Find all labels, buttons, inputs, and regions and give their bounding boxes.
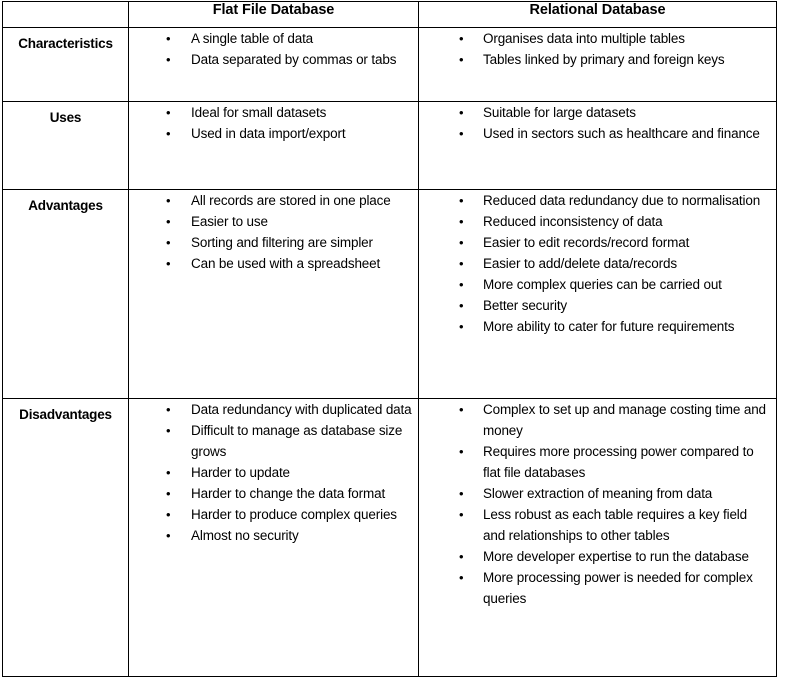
- list-item: • Easier to use: [129, 211, 418, 232]
- list-item: • Difficult to manage as database size grows: [129, 420, 418, 462]
- header-label-flat-file: Flat File Database: [212, 2, 335, 18]
- list-item: • More processing power is needed for complex queries: [419, 567, 776, 609]
- list-item: • Easier to edit records/record format: [419, 232, 776, 253]
- list-item: • Complex to set up and manage costing time and money: [419, 399, 776, 441]
- list-item: • Reduced data redundancy due to normalisation: [419, 190, 776, 211]
- bullet-list-uses-flat-file: [129, 102, 418, 144]
- list-item: • Ideal for small datasets: [129, 102, 418, 123]
- list-item: • Used in sectors such as healthcare and finance: [419, 123, 776, 144]
- cell-advantages-relational: [419, 190, 777, 399]
- row-label-cell-uses: [3, 102, 129, 190]
- database-comparison-table: [2, 1, 777, 677]
- list-item: • Harder to update: [129, 462, 418, 483]
- row-label-cell-disadvantages: [3, 399, 129, 677]
- list-item: • Tables linked by primary and foreign keys: [419, 49, 776, 70]
- cell-disadvantages-relational: [419, 399, 777, 677]
- list-item: • Suitable for large datasets: [419, 102, 776, 123]
- list-item: • Slower extraction of meaning from data: [419, 483, 776, 504]
- cell-characteristics-relational: [419, 28, 777, 102]
- cell-characteristics-flat-file: [129, 28, 419, 102]
- header-cell-flat-file: [129, 2, 419, 28]
- header-label-relational: Relational Database: [529, 2, 666, 18]
- cell-uses-relational: [419, 102, 777, 190]
- table-row: [3, 399, 777, 677]
- list-item: • Data separated by commas or tabs: [129, 49, 418, 70]
- bullet-list-disadvantages-flat-file: [129, 399, 418, 546]
- bullet-list-disadvantages-relational: [419, 399, 776, 609]
- row-label-disadvantages: Disadvantages: [19, 407, 112, 422]
- list-item: • All records are stored in one place: [129, 190, 418, 211]
- row-label-cell-advantages: [3, 190, 129, 399]
- list-item-continuation: and relationships to other tables: [483, 528, 670, 543]
- row-label-cell-characteristics: [3, 28, 129, 102]
- bullet-list-characteristics-relational: [419, 28, 776, 70]
- list-item: • Used in data import/export: [129, 123, 418, 144]
- table-row: [3, 190, 777, 399]
- table-row: [3, 102, 777, 190]
- list-item: • Easier to add/delete data/records: [419, 253, 776, 274]
- list-item: • Can be used with a spreadsheet: [129, 253, 418, 274]
- list-item: • Reduced inconsistency of data: [419, 211, 776, 232]
- cell-advantages-flat-file: [129, 190, 419, 399]
- list-item: • Harder to change the data format: [129, 483, 418, 504]
- list-item: • Harder to produce complex queries: [129, 504, 418, 525]
- list-item: • More complex queries can be carried out: [419, 274, 776, 295]
- bullet-list-advantages-flat-file: [129, 190, 418, 274]
- list-item: • Data redundancy with duplicated data: [129, 399, 418, 420]
- row-label-advantages: Advantages: [28, 198, 103, 213]
- list-item: • More developer expertise to run the database: [419, 546, 776, 567]
- list-item: • Almost no security: [129, 525, 418, 546]
- header-cell-blank: [3, 2, 129, 28]
- cell-disadvantages-flat-file: [129, 399, 419, 677]
- list-item: • Organises data into multiple tables: [419, 28, 776, 49]
- header-cell-relational: [419, 2, 777, 28]
- cell-uses-flat-file: [129, 102, 419, 190]
- bullet-list-characteristics-flat-file: [129, 28, 418, 70]
- table-body: [3, 2, 777, 677]
- bullet-list-advantages-relational: [419, 190, 776, 337]
- list-item: • A single table of data: [129, 28, 418, 49]
- row-label-uses: Uses: [49, 110, 82, 125]
- list-item: • More ability to cater for future requirements: [419, 316, 776, 337]
- row-label-characteristics: Characteristics: [18, 36, 113, 51]
- table-row: [3, 28, 777, 102]
- list-item: • Less robust as each table requires a key field: [419, 504, 776, 525]
- list-item: • Better security: [419, 295, 776, 316]
- bullet-list-uses-relational: [419, 102, 776, 144]
- list-item: • Sorting and filtering are simpler: [129, 232, 418, 253]
- table-header-row: [3, 2, 777, 28]
- list-item: • Requires more processing power compared to flat file databases: [419, 441, 776, 483]
